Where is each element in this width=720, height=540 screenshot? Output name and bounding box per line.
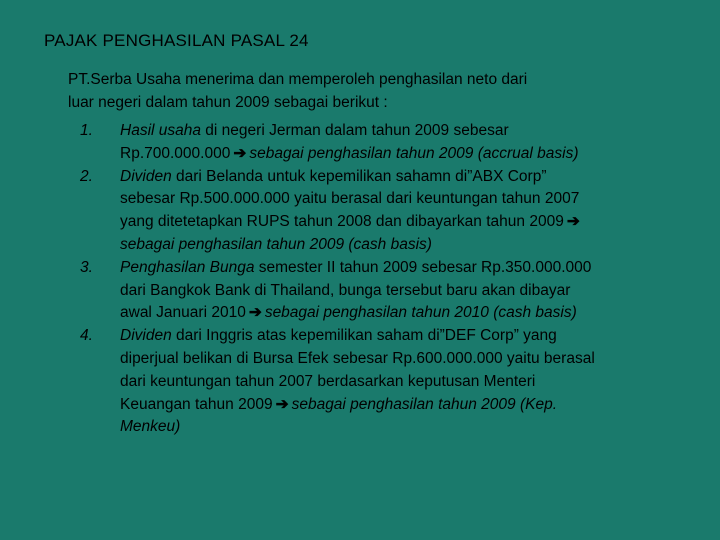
item-text: sebagai penghasilan tahun 2010 (cash basis) [264, 304, 577, 322]
item-text: diperjual belikan di Bursa Efek sebesar Rp.600.000.000 yaitu berasal [120, 349, 595, 367]
item-text: sebagai penghasilan tahun 2009 (accrual basis) [249, 144, 579, 162]
item-text: semester II tahun 2009 sebesar Rp.350.000.000 [254, 258, 592, 276]
item-text: dari Bangkok Bank di Thailand, bunga tersebut baru akan dibayar [120, 281, 571, 299]
list-item [68, 325, 708, 439]
right-arrow-icon: ➔ [248, 304, 262, 322]
item-text: Menkeu) [120, 418, 181, 436]
right-arrow-icon: ➔ [275, 395, 289, 413]
item-number: 4. [80, 327, 93, 345]
item-term: Dividen [120, 167, 172, 185]
income-list [68, 120, 708, 439]
item-text: dari Inggris atas kepemilikan saham di”DEF Corp” yang [171, 327, 557, 345]
item-term: Dividen [120, 327, 172, 345]
item-number: 1. [80, 122, 93, 139]
item-text: sebagai penghasilan tahun 2009 (Kep. [291, 395, 558, 413]
intro-line: PT.Serba Usaha menerima dan memperoleh penghasilan neto dari [68, 71, 528, 88]
intro-paragraph [68, 68, 688, 114]
list-item [68, 166, 708, 257]
item-text: di negeri Jerman dalam tahun 2009 sebesar [201, 122, 509, 139]
right-arrow-icon: ➔ [233, 144, 247, 162]
item-term: Hasil usaha [120, 122, 201, 139]
item-text: awal Januari 2010 [120, 304, 246, 322]
list-item [68, 120, 708, 166]
intro-line: luar negeri dalam tahun 2009 sebagai berikut : [68, 94, 388, 111]
item-text: Keuangan tahun 2009 [120, 395, 273, 413]
item-text: sebesar Rp.500.000.000 yaitu berasal dari keuntungan tahun 2007 [120, 190, 580, 208]
item-text: yang ditetetapkan RUPS tahun 2008 dan dibayarkan tahun 2009 [120, 213, 564, 231]
item-text: sebagai penghasilan tahun 2009 (cash basis) [120, 235, 432, 253]
item-text: Rp.700.000.000 [120, 144, 231, 162]
item-number: 2. [80, 167, 93, 185]
item-term: Penghasilan Bunga [120, 258, 255, 276]
item-number: 3. [80, 258, 93, 276]
list-item [68, 257, 708, 325]
item-text: dari Belanda untuk kepemilikan sahamn di”ABX Corp” [171, 167, 547, 185]
slide-title: PAJAK PENGHASILAN PASAL 24 [44, 31, 309, 50]
right-arrow-icon: ➔ [566, 213, 580, 231]
item-text: dari keuntungan tahun 2007 berdasarkan keputusan Menteri [120, 372, 536, 390]
